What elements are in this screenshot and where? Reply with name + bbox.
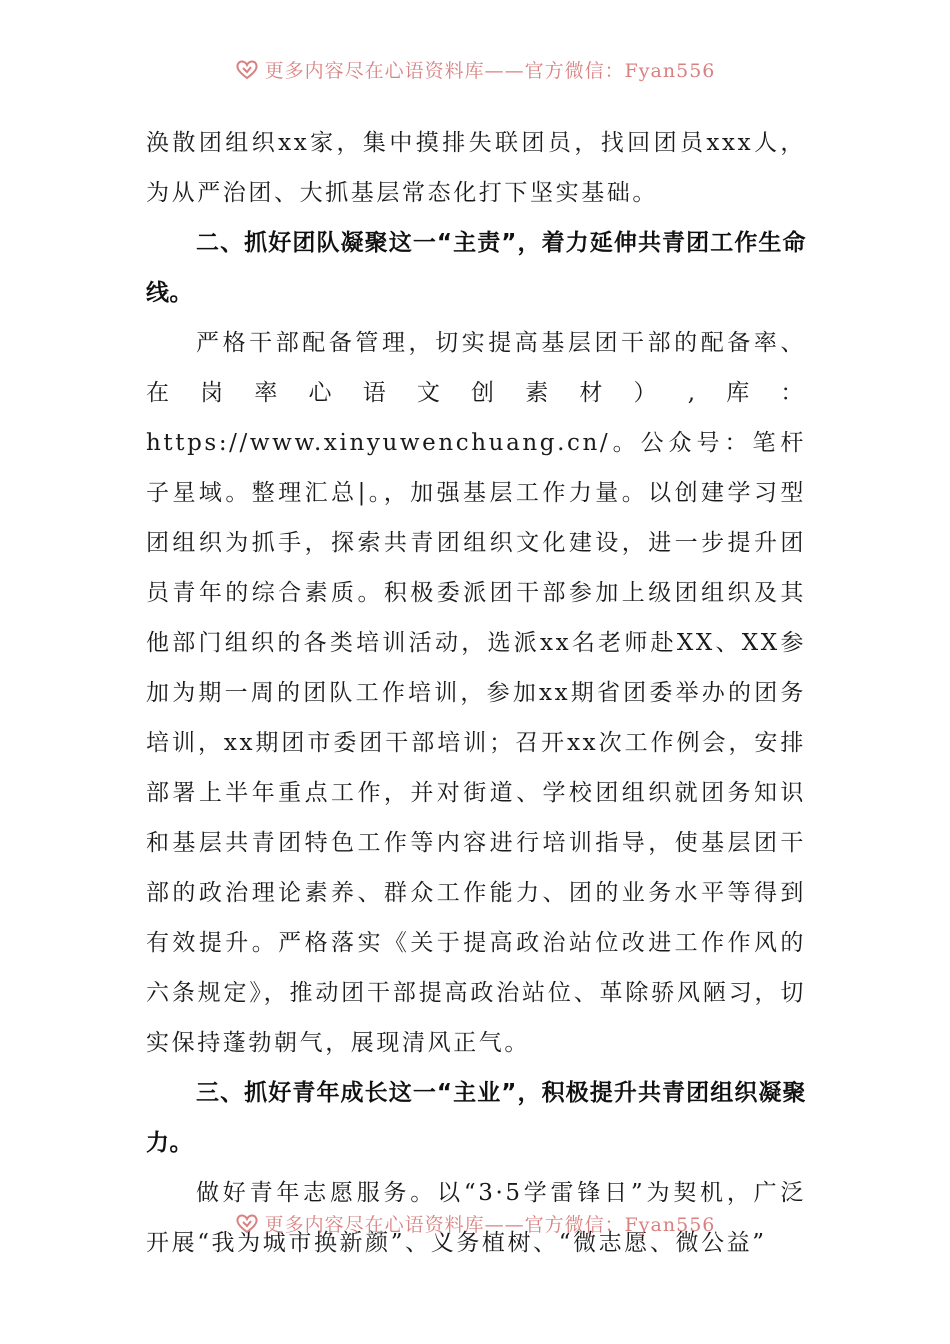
paragraph-continuation: 涣散团组织xx家，集中摸排失联团员，找回团员xxx人，为从严治团、大抓基层常态化打下坚实基础。: [146, 130, 806, 206]
watermark-text: 更多内容尽在心语资料库——官方微信：Fyan556: [264, 1213, 716, 1236]
watermark-text: 更多内容尽在心语资料库——官方微信：Fyan556: [264, 59, 716, 82]
paragraph-section-2: 严格干部配备管理，切实提高基层团干部的配备率、在岗率心语文创素材）,库：https://www.xinyuwenchuang.cn/。公众号：笔杆子星域。整理汇总|。，加强基层工作力量。以创建学习型团组织为抓手，探索共青团组织文化建设，进一步提升团员青年的综合素质。积极委派团干部参加上级团组织及其他部门组织的各类培训活动，选派xx名老师赴XX、XX参加为期一周的团队工作培训，参加xx期省团委举办的团务培训，xx期团市委团干部培训；召开xx次工作例会，安排部署上半年重点工作，并对街道、学校团组织就团务知识和基层共青团特色工作等内容进行培训指导，使基层团干部的政治理论素养、群众工作能力、团的业务水平等得到有效提升。严格落实《关于提高政治站位改进工作作风的六条规定》，推动团干部提高政治站位、革除骄风陋习，切实保持蓬勃朝气，展现清风正气。: [146, 330, 806, 1056]
section-heading-2: 二、抓好团队凝聚这一“主责”，着力延伸共青团工作生命线。: [146, 230, 806, 306]
watermark-top: [0, 52, 950, 86]
document-body: [146, 118, 806, 1268]
section-heading-3: 三、抓好青年成长这一“主业”，积极提升共青团组织凝聚力。: [146, 1080, 806, 1156]
watermark-bottom: [0, 1206, 950, 1240]
heart-logo-icon: [235, 1212, 259, 1234]
paragraph-section-3: 做好青年志愿服务。以“3·5学雷锋日”为契机，广泛开展“我为城市换新颜”、义务植树、“微志愿、微公益”: [146, 1180, 806, 1256]
heart-logo-icon: [235, 58, 259, 80]
